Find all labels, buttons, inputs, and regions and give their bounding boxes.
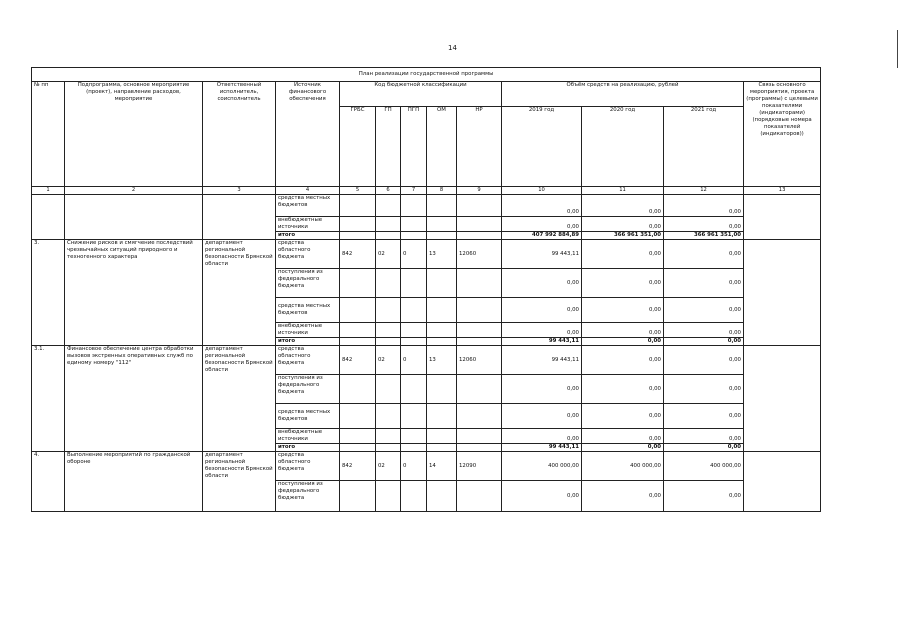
link-cell (744, 240, 821, 346)
col-number: 13 (744, 187, 821, 195)
page-number: 14 (448, 44, 457, 52)
source-cell: поступления из федерального бюджета (276, 481, 340, 512)
value-2019: 99 443,11 (502, 240, 582, 269)
col-number: 8 (427, 187, 457, 195)
pgp-cell: 0 (401, 452, 427, 481)
source-cell: внебюджетные источники (276, 429, 340, 444)
col-number: 2 (65, 187, 203, 195)
header-om: ОМ (427, 107, 457, 187)
pgp-cell: 0 (401, 240, 427, 269)
col-number: 3 (203, 187, 276, 195)
row-number: 4. (32, 452, 65, 512)
row-number: 3. (32, 240, 65, 346)
header-2020: 2020 год (582, 107, 664, 187)
value-2021: 0,00 (664, 404, 744, 429)
total-2021: 0,00 (664, 444, 744, 452)
header-gp: ГП (376, 107, 401, 187)
value-2020: 0,00 (582, 375, 664, 404)
total-2021: 0,00 (664, 338, 744, 346)
value-2021: 400 000,00 (664, 452, 744, 481)
value-2021: 0,00 (664, 375, 744, 404)
col-number: 7 (401, 187, 427, 195)
budget-plan-table (31, 67, 821, 512)
value-2019: 0,00 (502, 481, 582, 512)
value-2020: 0,00 (582, 240, 664, 269)
source-cell: внебюджетные источники (276, 323, 340, 338)
source-cell: средства областного бюджета (276, 346, 340, 375)
carry-num (32, 195, 65, 240)
total-2020: 0,00 (582, 338, 664, 346)
header-2021: 2021 год (664, 107, 744, 187)
executor-name: департамент региональной безопасности Брянской области (203, 240, 276, 346)
value-2019: 0,00 (502, 375, 582, 404)
col-number: 11 (582, 187, 664, 195)
value-2019: 0,00 (502, 323, 582, 338)
om-cell: 13 (427, 240, 457, 269)
table-title: План реализации государственной программы (32, 68, 821, 82)
total-2021: 366 961 351,00 (664, 232, 744, 240)
value-2021: 0,00 (664, 217, 744, 232)
source-cell: средства местных бюджетов (276, 404, 340, 429)
source-cell: средства областного бюджета (276, 240, 340, 269)
total-label: итого (276, 338, 340, 346)
value-2021: 0,00 (664, 323, 744, 338)
value-2019: 99 443,11 (502, 346, 582, 375)
value-2020: 0,00 (582, 269, 664, 298)
activity-name: Выполнение мероприятий по гражданской обороне (65, 452, 203, 512)
value-2020: 0,00 (582, 298, 664, 323)
header-pgp: ПГП (401, 107, 427, 187)
gp-cell: 02 (376, 346, 401, 375)
value-2021: 0,00 (664, 481, 744, 512)
source-cell: поступления из федерального бюджета (276, 375, 340, 404)
value-2019: 0,00 (502, 269, 582, 298)
np-cell: 12060 (457, 240, 502, 269)
grbs-cell: 842 (340, 240, 376, 269)
executor-name: департамент региональной безопасности Брянской области (203, 452, 276, 512)
value-2021: 0,00 (664, 195, 744, 217)
value-2019: 0,00 (502, 195, 582, 217)
total-label: итого (276, 232, 340, 240)
source-cell: средства местных бюджетов (276, 195, 340, 217)
value-2021: 0,00 (664, 346, 744, 375)
value-2020: 0,00 (582, 404, 664, 429)
value-2020: 0,00 (582, 429, 664, 444)
col-number: 12 (664, 187, 744, 195)
om-cell: 14 (427, 452, 457, 481)
value-2019: 0,00 (502, 217, 582, 232)
grbs-cell: 842 (340, 346, 376, 375)
value-2021: 0,00 (664, 240, 744, 269)
col-number: 9 (457, 187, 502, 195)
header-executor: Ответственный исполнитель, соисполнитель (203, 82, 276, 187)
value-2020: 0,00 (582, 323, 664, 338)
value-2020: 0,00 (582, 217, 664, 232)
header-kbk: Код бюджетной классификации (340, 82, 502, 107)
grbs-cell: 842 (340, 452, 376, 481)
executor-name: департамент региональной безопасности Брянской области (203, 346, 276, 452)
value-2021: 0,00 (664, 269, 744, 298)
link-cell (744, 195, 821, 240)
activity-name: Снижение рисков и смягчение последствий чрезвычайных ситуаций природного и техногенного характера (65, 240, 203, 346)
source-cell: средства областного бюджета (276, 452, 340, 481)
carry-executor (203, 195, 276, 240)
value-2020: 0,00 (582, 195, 664, 217)
pgp-cell: 0 (401, 346, 427, 375)
link-cell (744, 346, 821, 452)
value-2020: 0,00 (582, 346, 664, 375)
row-number: 3.1. (32, 346, 65, 452)
value-2019: 0,00 (502, 298, 582, 323)
header-source: Источник финансового обеспечения (276, 82, 340, 187)
value-2020: 400 000,00 (582, 452, 664, 481)
header-np: НР (457, 107, 502, 187)
np-cell: 12090 (457, 452, 502, 481)
gp-cell: 02 (376, 452, 401, 481)
source-cell: внебюджетные источники (276, 217, 340, 232)
gp-cell: 02 (376, 240, 401, 269)
header-num: № пп (32, 82, 65, 187)
value-2019: 400 000,00 (502, 452, 582, 481)
value-2021: 0,00 (664, 298, 744, 323)
source-cell: поступления из федерального бюджета (276, 269, 340, 298)
total-2019: 99 443,11 (502, 338, 582, 346)
col-number: 5 (340, 187, 376, 195)
total-2020: 0,00 (582, 444, 664, 452)
total-2019: 99 443,11 (502, 444, 582, 452)
carry-name (65, 195, 203, 240)
value-2021: 0,00 (664, 429, 744, 444)
col-number: 6 (376, 187, 401, 195)
header-grbs: ГРБС (340, 107, 376, 187)
value-2019: 0,00 (502, 404, 582, 429)
header-volume: Объём средств на реализацию, рублей (502, 82, 744, 107)
header-link: Связь основного мероприятия, проекта (программы) с целевыми показателями (индикаторами) (порядковые номера показателей (индикаторов)) (744, 82, 821, 187)
col-number: 10 (502, 187, 582, 195)
col-number: 1 (32, 187, 65, 195)
total-2019: 407 992 884,89 (502, 232, 582, 240)
np-cell: 12060 (457, 346, 502, 375)
header-name: Подпрограмма, основное мероприятие (проект), направление расходов, мероприятие (65, 82, 203, 187)
header-2019: 2019 год (502, 107, 582, 187)
value-2020: 0,00 (582, 481, 664, 512)
total-2020: 366 961 351,00 (582, 232, 664, 240)
activity-name: Финансовое обеспечение центра обработки вызовов экстренных оперативных служб по единому номеру "112" (65, 346, 203, 452)
value-2019: 0,00 (502, 429, 582, 444)
col-number: 4 (276, 187, 340, 195)
total-label: итого (276, 444, 340, 452)
source-cell: средства местных бюджетов (276, 298, 340, 323)
link-cell (744, 452, 821, 512)
om-cell: 13 (427, 346, 457, 375)
margin-mark (897, 30, 898, 68)
